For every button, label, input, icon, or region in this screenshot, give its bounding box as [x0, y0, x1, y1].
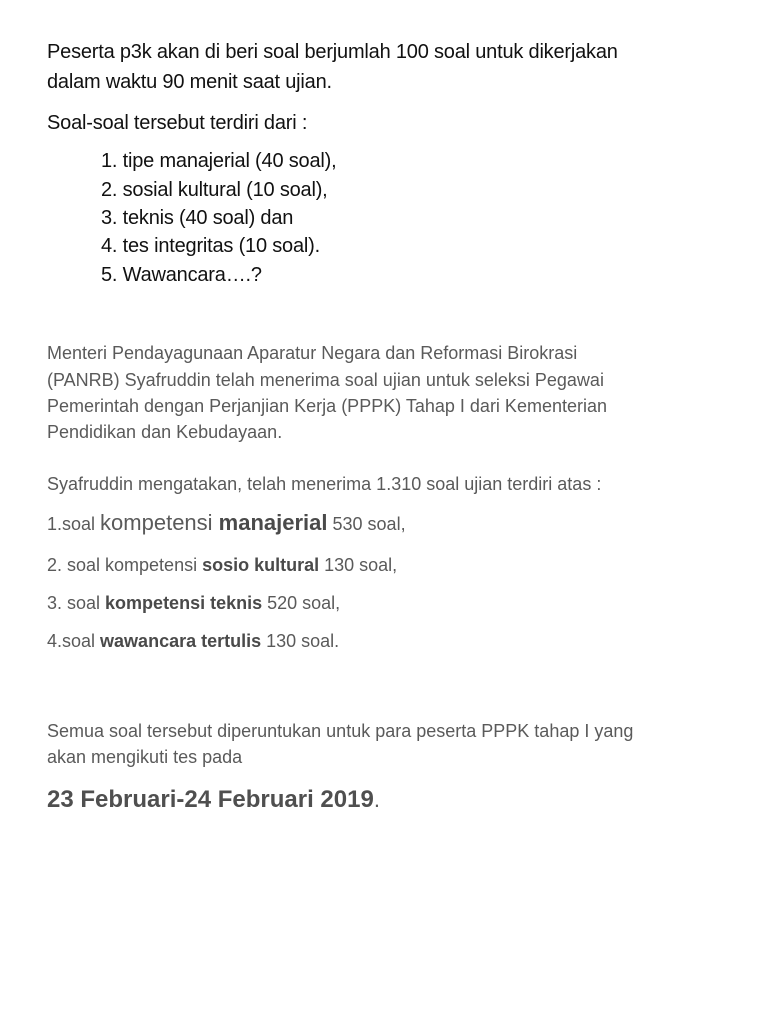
list-item: 5. Wawancara….?: [101, 264, 262, 286]
breakdown-item: [47, 555, 397, 576]
breakdown-suffix: 520 soal,: [262, 593, 341, 613]
breakdown-suffix: 530 soal,: [327, 514, 406, 534]
intro-line-2: dalam waktu 90 menit saat ujian.: [47, 71, 332, 93]
breakdown-mid: kompetensi: [100, 510, 219, 535]
closing-line: Semua soal tersebut diperuntukan untuk para peserta PPPK tahap I yang: [47, 721, 634, 741]
list-item: 4. tes integritas (10 soal).: [101, 235, 320, 257]
list-item: 3. teknis (40 soal) dan: [101, 207, 294, 229]
test-date: [47, 786, 380, 814]
composition-heading: Soal-soal tersebut terdiri dari :: [47, 112, 308, 134]
intro-line-1: Peserta p3k akan di beri soal berjumlah 100 soal untuk dikerjakan: [47, 41, 618, 63]
test-date-period: .: [373, 787, 380, 812]
breakdown-bold: sosio kultural: [202, 555, 320, 575]
breakdown-bold: manajerial: [218, 510, 328, 535]
breakdown-item: [47, 593, 340, 614]
list-item: 1. tipe manajerial (40 soal),: [101, 150, 337, 172]
statement: Syafruddin mengatakan, telah menerima 1.310 soal ujian terdiri atas :: [47, 474, 602, 494]
closing-line: akan mengikuti tes pada: [47, 747, 243, 767]
breakdown-prefix: 3. soal: [47, 593, 106, 613]
breakdown-item: [47, 510, 406, 536]
news-line: Pendidikan dan Kebudayaan.: [47, 422, 283, 442]
breakdown-suffix: 130 soal.: [261, 631, 340, 651]
list-item: 2. sosial kultural (10 soal),: [101, 179, 328, 201]
breakdown-prefix: 2. soal kompetensi: [47, 555, 203, 575]
breakdown-prefix: 4.soal: [47, 631, 101, 651]
news-line: Pemerintah dengan Perjanjian Kerja (PPPK) Tahap I dari Kementerian: [47, 396, 607, 416]
breakdown-bold: kompetensi teknis: [105, 593, 263, 613]
breakdown-item: [47, 631, 339, 652]
test-date-text: 23 Februari-24 Februari 2019: [47, 786, 374, 813]
breakdown-suffix: 130 soal,: [319, 555, 398, 575]
breakdown-prefix: 1.soal: [47, 514, 101, 534]
news-line: (PANRB) Syafruddin telah menerima soal ujian untuk seleksi Pegawai: [47, 370, 604, 390]
news-line: Menteri Pendayagunaan Aparatur Negara dan Reformasi Birokrasi: [47, 343, 578, 363]
breakdown-bold: wawancara tertulis: [100, 631, 262, 651]
